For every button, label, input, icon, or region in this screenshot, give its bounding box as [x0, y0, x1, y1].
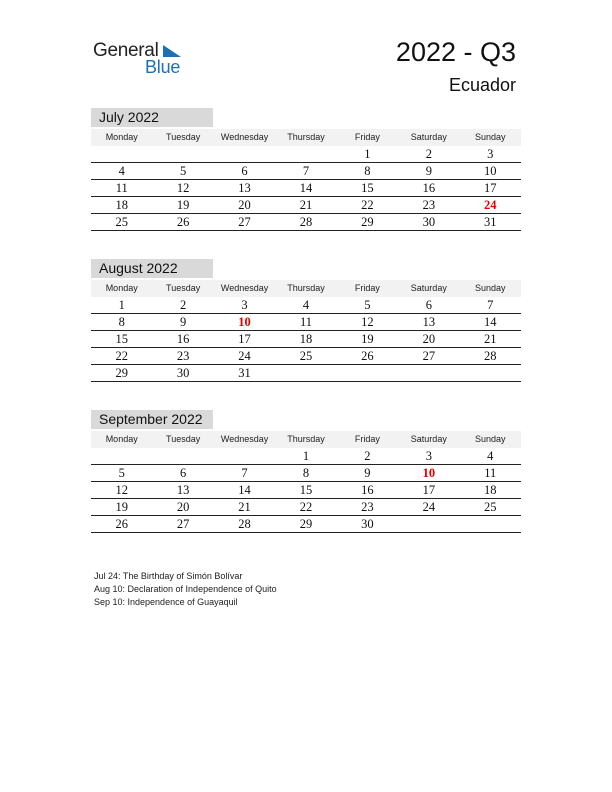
day-cell — [91, 146, 152, 162]
day-cell: 22 — [299, 500, 313, 514]
weekday-label: Thursday — [287, 434, 325, 444]
day-cell: 16 — [422, 181, 436, 195]
day-cell: 16 — [176, 332, 190, 346]
day-cell: 26 — [361, 349, 374, 363]
weekday-header — [91, 431, 521, 448]
holiday-note: Aug 10: Declaration of Independence of Quito — [94, 584, 277, 594]
day-cell: 31 — [483, 215, 497, 229]
week-row — [91, 314, 521, 331]
weekday-header — [91, 280, 521, 297]
period-title: 2022 - Q3 — [395, 37, 516, 67]
day-cell: 23 — [176, 349, 190, 363]
day-cell — [275, 365, 336, 381]
day-cell: 18 — [483, 483, 497, 497]
week-row — [91, 465, 521, 482]
day-cell: 22 — [361, 198, 374, 212]
day-cell: 2 — [425, 147, 432, 161]
day-cell: 28 — [238, 517, 251, 531]
holiday-day-cell: 24 — [483, 198, 497, 212]
weekday-label: Thursday — [287, 283, 325, 293]
day-cell: 9 — [425, 164, 432, 178]
day-cell: 7 — [241, 466, 248, 480]
month-calendar — [91, 108, 521, 231]
week-row — [91, 516, 521, 533]
day-cell: 2 — [180, 298, 187, 312]
day-cell: 1 — [302, 449, 310, 463]
week-row — [91, 331, 521, 348]
weekday-label: Thursday — [287, 132, 325, 142]
week-row — [91, 297, 521, 314]
day-cell: 11 — [115, 181, 128, 195]
day-cell: 23 — [422, 198, 436, 212]
weekday-label: Sunday — [474, 283, 506, 293]
day-cell: 28 — [483, 349, 497, 363]
month-calendar — [91, 259, 521, 382]
generalblue-logo — [93, 40, 193, 80]
weekday-label: Tuesday — [166, 283, 201, 293]
day-cell: 20 — [238, 198, 251, 212]
week-row — [91, 146, 521, 163]
weekday-label: Saturday — [410, 132, 447, 142]
day-cell: 20 — [176, 500, 190, 514]
day-cell: 4 — [302, 298, 310, 312]
day-cell: 15 — [299, 483, 313, 497]
day-cell: 12 — [115, 483, 128, 497]
day-cell: 29 — [361, 215, 374, 229]
month-calendar — [91, 410, 521, 533]
day-cell: 15 — [361, 181, 374, 195]
month-title: August 2022 — [91, 259, 213, 278]
weekday-label: Sunday — [474, 132, 506, 142]
weekday-label: Tuesday — [166, 434, 201, 444]
day-cell: 17 — [422, 483, 436, 497]
day-cell: 13 — [176, 483, 190, 497]
day-cell: 8 — [118, 315, 125, 329]
month-title: September 2022 — [91, 410, 213, 429]
day-cell: 22 — [115, 349, 128, 363]
day-cell: 9 — [364, 466, 371, 480]
day-cell: 7 — [487, 298, 494, 312]
day-cell: 10 — [483, 164, 497, 178]
day-cell: 13 — [238, 181, 251, 195]
day-cell: 12 — [361, 315, 374, 329]
weekday-header — [91, 129, 521, 146]
weekday-label: Monday — [105, 434, 138, 444]
day-cell: 23 — [361, 500, 374, 514]
day-cell: 3 — [487, 147, 494, 161]
day-cell: 17 — [483, 181, 497, 195]
weekday-label: Wednesday — [220, 434, 269, 444]
day-cell: 31 — [238, 366, 251, 380]
day-cell: 27 — [176, 517, 190, 531]
day-cell — [398, 365, 459, 381]
day-cell: 21 — [299, 198, 313, 212]
day-cell — [214, 448, 275, 464]
day-cell: 30 — [176, 366, 190, 380]
day-cell: 14 — [299, 181, 313, 195]
day-cell: 29 — [115, 366, 128, 380]
day-cell: 11 — [484, 466, 497, 480]
day-cell: 11 — [299, 315, 312, 329]
day-cell: 19 — [115, 500, 128, 514]
day-cell: 21 — [238, 500, 251, 514]
weekday-label: Friday — [354, 132, 380, 142]
day-cell: 8 — [364, 164, 371, 178]
day-cell — [152, 448, 213, 464]
day-cell: 13 — [422, 315, 436, 329]
day-cell: 5 — [364, 298, 371, 312]
day-cell: 25 — [483, 500, 497, 514]
day-cell: 16 — [361, 483, 374, 497]
weekday-label: Wednesday — [220, 283, 269, 293]
day-cell: 4 — [118, 164, 125, 178]
day-cell: 14 — [483, 315, 497, 329]
weekday-label: Saturday — [410, 283, 447, 293]
weekday-label: Monday — [105, 283, 138, 293]
week-row — [91, 448, 521, 465]
weekday-label: Tuesday — [166, 132, 201, 142]
day-cell: 17 — [238, 332, 251, 346]
day-cell — [214, 146, 275, 162]
day-cell: 6 — [180, 466, 187, 480]
day-cell: 15 — [115, 332, 128, 346]
day-cell: 30 — [361, 517, 374, 531]
country-name: Ecuador — [448, 75, 516, 95]
day-cell: 26 — [176, 215, 190, 229]
day-cell: 24 — [238, 349, 251, 363]
week-row — [91, 365, 521, 382]
day-cell — [337, 365, 398, 381]
day-cell: 5 — [180, 164, 187, 178]
day-cell: 27 — [422, 349, 436, 363]
logo-general-text: General — [93, 40, 159, 61]
day-cell: 2 — [364, 449, 371, 463]
day-cell: 12 — [176, 181, 190, 195]
week-row — [91, 482, 521, 499]
week-row — [91, 499, 521, 516]
day-cell: 21 — [483, 332, 497, 346]
day-cell: 3 — [425, 449, 432, 463]
day-cell — [275, 146, 336, 162]
day-cell: 26 — [115, 517, 128, 531]
day-cell: 3 — [241, 298, 248, 312]
day-cell: 14 — [238, 483, 251, 497]
week-row — [91, 348, 521, 365]
day-cell: 19 — [361, 332, 374, 346]
day-cell: 28 — [299, 215, 313, 229]
week-row — [91, 197, 521, 214]
logo-blue-text: Blue — [145, 57, 181, 77]
day-cell: 1 — [364, 147, 371, 161]
day-cell: 29 — [299, 517, 313, 531]
day-cell: 20 — [422, 332, 436, 346]
day-cell: 18 — [299, 332, 313, 346]
week-row — [91, 180, 521, 197]
day-cell: 30 — [422, 215, 436, 229]
day-cell: 6 — [241, 164, 248, 178]
weekday-label: Monday — [105, 132, 138, 142]
day-cell: 7 — [302, 164, 310, 178]
week-row — [91, 163, 521, 180]
weekday-label: Friday — [354, 283, 380, 293]
holiday-day-cell: 10 — [238, 315, 251, 329]
weekday-label: Wednesday — [220, 132, 269, 142]
weekday-label: Sunday — [474, 434, 506, 444]
weekday-label: Friday — [354, 434, 380, 444]
day-cell — [398, 516, 459, 532]
day-cell: 18 — [115, 198, 128, 212]
day-cell: 9 — [180, 315, 187, 329]
day-cell: 19 — [176, 198, 190, 212]
day-cell: 25 — [115, 215, 128, 229]
day-cell: 6 — [425, 298, 432, 312]
holiday-note: Jul 24: The Birthday of Simón Bolívar — [94, 571, 243, 581]
week-row — [91, 214, 521, 231]
day-cell — [460, 516, 521, 532]
day-cell: 5 — [118, 466, 125, 480]
day-cell: 27 — [238, 215, 251, 229]
day-cell: 1 — [118, 298, 125, 312]
holiday-note: Sep 10: Independence of Guayaquil — [94, 597, 238, 607]
day-cell — [460, 365, 521, 381]
day-cell: 8 — [302, 466, 310, 480]
day-cell — [152, 146, 213, 162]
day-cell: 4 — [487, 449, 494, 463]
day-cell: 25 — [299, 349, 313, 363]
holiday-notes — [94, 570, 277, 609]
holiday-day-cell: 10 — [422, 466, 436, 480]
day-cell — [91, 448, 152, 464]
day-cell: 24 — [422, 500, 436, 514]
month-title: July 2022 — [91, 108, 213, 127]
weekday-label: Saturday — [410, 434, 447, 444]
